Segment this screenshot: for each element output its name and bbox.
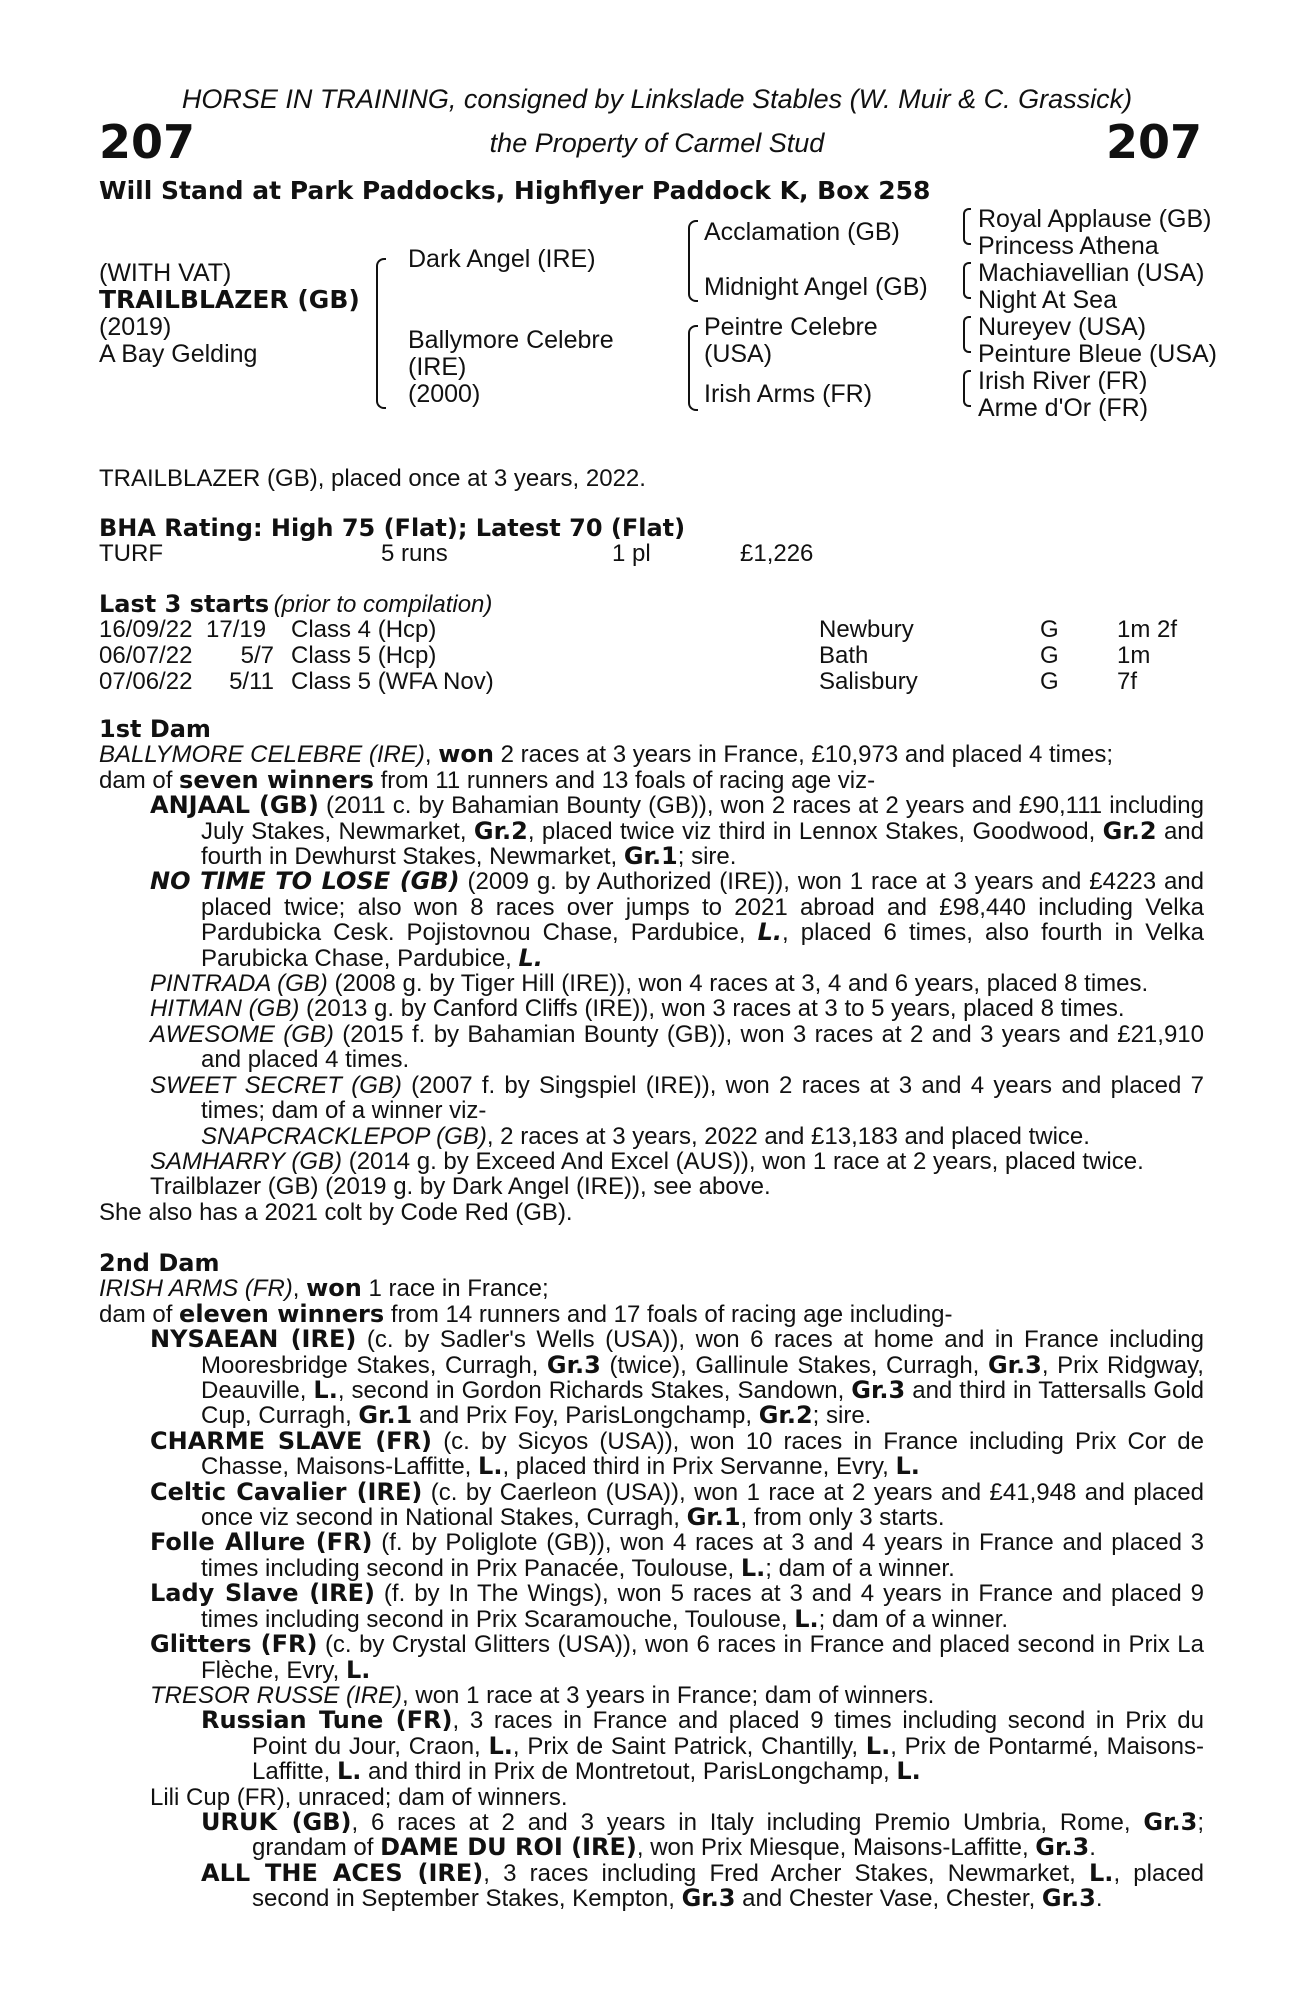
- produce-text: , won Prix Miesque, Maisons-Laffitte,: [636, 1834, 1036, 1862]
- listed-label: L.: [336, 1757, 362, 1786]
- start-date: 07/06/22: [99, 668, 193, 695]
- produce-entry: Trailblazer (GB) (2019 g. by Dark Angel (IRE)), see above.: [150, 1173, 771, 1201]
- pedigree-sds: Machiavellian (USA): [978, 259, 1205, 287]
- horse-year: (2019): [99, 313, 172, 341]
- start-position: 5/7: [240, 642, 274, 669]
- produce-text: (2008 g. by Tiger Hill (IRE)), won 4 races at 3, 4 and 6 years, placed 8 times.: [327, 970, 1149, 998]
- grade-label: Gr.3: [681, 1884, 736, 1913]
- start-course: Bath: [819, 642, 869, 669]
- produce-entry: [150, 1426, 1204, 1481]
- pedigree-sss: Royal Applause (GB): [978, 205, 1212, 233]
- first-dam-note: She also has a 2021 colt by Code Red (GB).: [99, 1198, 573, 1226]
- listed-label: L.: [1089, 1858, 1114, 1887]
- winners-count: eleven winners: [179, 1299, 385, 1328]
- produce-text: (c. by Sicyos (USA)), won 10 races in France including Prix Cor de Chasse, Maisons-Laffitte,: [201, 1427, 1204, 1481]
- pedigree-dam-line1: Ballymore Celebre: [408, 326, 614, 354]
- produce-text: , placed second in September Stakes, Kempton,: [252, 1859, 1205, 1913]
- dam-of-rest: from 11 runners and 13 foals of racing age viz-: [373, 766, 876, 794]
- pedigree-dsd: Peinture Bleue (USA): [978, 340, 1218, 368]
- produce-name: PINTRADA (GB): [150, 970, 328, 998]
- start-position: 5/11: [229, 668, 274, 695]
- grade-label: Gr.2: [473, 816, 528, 845]
- grade-label: Gr.3: [1143, 1807, 1198, 1836]
- produce-text: (f. by In The Wings), won 5 races at 3 and 4 years in France and placed 9 times including second in Prix Scaramouche, Toulouse,: [201, 1580, 1204, 1633]
- last-starts-heading: Last 3 starts: [99, 590, 270, 618]
- pedigree-brace-sire: [688, 220, 698, 302]
- pedigree-dam-sire-line2: (USA): [704, 340, 773, 368]
- second-dam-intro: IRISH ARMS (FR), won 1 race in France;: [99, 1274, 549, 1303]
- listed-label: L.: [865, 1731, 891, 1760]
- pedigree-brace-3c: [963, 316, 971, 353]
- start-class: Class 5 (WFA Nov): [291, 668, 494, 695]
- grade-label: Gr.3: [851, 1376, 906, 1405]
- pedigree-sdd: Night At Sea: [978, 286, 1117, 314]
- produce-text: ; dam of a winner.: [818, 1605, 1009, 1633]
- produce-text: , Prix Ridgway, Deauville,: [201, 1351, 1204, 1405]
- produce-entry: [150, 1073, 1204, 1124]
- produce-entry: [150, 1022, 1204, 1073]
- produce-text: .: [1089, 1834, 1096, 1862]
- listed-label: L.: [740, 1553, 766, 1582]
- second-dam-intro-text: 1 race in France;: [361, 1275, 549, 1303]
- grandproduce-entry: [201, 1124, 1204, 1149]
- second-dam-name: IRISH ARMS (FR): [99, 1275, 293, 1303]
- produce-name: Celtic Cavalier (IRE): [150, 1477, 423, 1506]
- grade-label: Gr.3: [546, 1350, 601, 1379]
- produce-entry: [150, 1477, 1205, 1532]
- produce-text: , 6 races at 2 and 3 years in Italy including Premio Umbria, Rome,: [351, 1808, 1144, 1836]
- produce-text: (c. by Sadler's Wells (USA)), won 6 races at home and in France including Mooresbridge Stakes, Curragh,: [201, 1326, 1204, 1379]
- start-date: 16/09/22: [99, 616, 193, 643]
- grade-label: Gr.3: [1041, 1884, 1096, 1913]
- vat-note: (WITH VAT): [99, 259, 232, 287]
- produce-name: CHARME SLAVE (FR): [150, 1426, 433, 1455]
- produce-text: (2011 c. by Bahamian Bounty (GB)), won 2 races at 2 years and £90,111 including July Stakes, Newmarket,: [201, 792, 1204, 845]
- produce-text: , Prix de Pontarmé, Maisons-Laffitte,: [252, 1732, 1204, 1786]
- produce-name: DAME DU ROI (IRE): [380, 1833, 637, 1862]
- produce-name: NYSAEAN (IRE): [150, 1325, 357, 1354]
- produce-text: ; sire.: [677, 843, 737, 871]
- pedigree-dam-dam: Irish Arms (FR): [704, 380, 873, 408]
- produce-name: SNAPCRACKLEPOP (GB): [201, 1122, 487, 1150]
- horse-description: A Bay Gelding: [99, 340, 258, 368]
- listed-label: L.: [518, 943, 543, 972]
- start-course: Newbury: [819, 616, 914, 643]
- won-label: won: [306, 1274, 362, 1303]
- listed-label: L.: [488, 1731, 513, 1760]
- produce-name: SWEET SECRET (GB): [150, 1071, 402, 1099]
- produce-name: ANJAAL (GB): [150, 791, 319, 820]
- produce-text: (2007 f. by Singspiel (IRE)), won 2 races at 3 and 4 years and placed 7 times; dam of a winner viz-: [201, 1071, 1204, 1125]
- produce-entry: [150, 1683, 1204, 1708]
- first-dam-name: BALLYMORE CELEBRE (IRE): [99, 741, 425, 769]
- first-dam-heading: 1st Dam: [99, 715, 211, 743]
- second-dam-produce: [99, 1299, 1204, 1328]
- produce-name: ALL THE ACES (IRE): [201, 1858, 484, 1887]
- dam-of-text: dam of: [99, 766, 180, 794]
- property-line: the Property of Carmel Stud: [489, 128, 825, 158]
- horse-name: TRAILBLAZER (GB): [99, 285, 360, 314]
- last-starts-title: [99, 590, 492, 619]
- first-dam-section: [99, 717, 1204, 1225]
- produce-text: , 3 races in France and placed 9 times including second in Prix du Point du Jour, Craon,: [252, 1707, 1204, 1760]
- bha-rating-heading: BHA Rating: High 75 (Flat); Latest 70 (Flat): [99, 514, 686, 542]
- grade-label: Gr.1: [358, 1401, 413, 1430]
- start-class: Class 4 (Hcp): [291, 616, 437, 643]
- produce-text: , Prix de Saint Patrick, Chantilly,: [512, 1732, 866, 1760]
- grandproduce-entry: [201, 1807, 1204, 1862]
- produce-text: and Prix Foy, ParisLongchamp,: [412, 1402, 759, 1430]
- pedigree-dam-line3: (2000): [408, 380, 481, 408]
- produce-text: and third in Tattersalls Gold Cup, Curragh,: [201, 1377, 1205, 1430]
- pedigree-ssd: Princess Athena: [978, 232, 1159, 260]
- grandproduce-entry: [201, 1858, 1205, 1913]
- produce-entry: Lili Cup (FR), unraced; dam of winners.: [150, 1783, 568, 1811]
- listed-label: L.: [478, 1452, 503, 1481]
- start-going: G: [1040, 668, 1059, 695]
- lot-number-right: 207: [1105, 115, 1202, 169]
- stand-location: Will Stand at Park Paddocks, Highflyer Paddock K, Box 258: [99, 176, 931, 205]
- racing-summary: TRAILBLAZER (GB), placed once at 3 years, 2022.: [99, 465, 646, 492]
- listed-label: L.: [895, 1452, 920, 1481]
- start-date: 06/07/22: [99, 642, 193, 669]
- produce-text: and Chester Vase, Chester,: [735, 1885, 1042, 1913]
- produce-entry: [150, 1632, 1204, 1683]
- dam-of-text: dam of: [99, 1300, 180, 1328]
- produce-name: SAMHARRY (GB): [150, 1147, 343, 1175]
- pedigree-dam-line2: (IRE): [408, 353, 467, 381]
- produce-name: HITMAN (GB): [150, 995, 300, 1023]
- pedigree-ddd: Arme d'Or (FR): [978, 394, 1149, 422]
- listed-label: L.: [345, 1655, 371, 1684]
- grade-label: Gr.2: [1102, 816, 1157, 845]
- produce-name: NO TIME TO LOSE (GB): [150, 867, 460, 896]
- produce-entry: [150, 1530, 1204, 1581]
- lot-number-left: 207: [99, 115, 196, 169]
- pedigree-sire-sire: Acclamation (GB): [704, 218, 900, 246]
- produce-text: (2015 f. by Bahamian Bounty (GB)), won 3 races at 2 and 3 years and £21,910 and placed 4 times.: [201, 1020, 1204, 1074]
- first-dam-intro: BALLYMORE CELEBRE (IRE), won 2 races at 3 years in France, £10,973 and placed 4 times;: [99, 740, 1114, 769]
- start-position: 17/19: [206, 616, 267, 643]
- pedigree-brace-3b: [963, 262, 971, 299]
- produce-text: , 2 races at 3 years, 2022 and £13,183 and placed twice.: [486, 1122, 1090, 1150]
- grade-label: Gr.3: [1035, 1833, 1090, 1862]
- produce-name: Glitters (FR): [150, 1630, 318, 1659]
- produce-text: , 3 races including Fred Archer Stakes, Newmarket,: [483, 1859, 1090, 1887]
- produce-text: , second in Gordon Richards Stakes, Sandown,: [337, 1377, 852, 1405]
- produce-entry: [150, 869, 1204, 971]
- listed-label: L.: [794, 1604, 819, 1633]
- second-dam-heading: 2nd Dam: [99, 1249, 220, 1277]
- pedigree-dss: Nureyev (USA): [978, 313, 1147, 341]
- produce-text: ; grandam of: [252, 1808, 1204, 1862]
- winners-count: seven winners: [179, 765, 374, 794]
- listed-label: L.: [313, 1376, 338, 1405]
- produce-name: Lady Slave (IRE): [150, 1579, 375, 1608]
- start-class: Class 5 (Hcp): [291, 642, 437, 669]
- produce-text: , placed twice viz third in Lennox Stakes, Goodwood,: [527, 817, 1103, 845]
- rating-runs: 5 runs: [381, 540, 448, 567]
- dam-of-rest: from 14 runners and 17 foals of racing age including-: [384, 1300, 953, 1328]
- produce-text: (2009 g. by Authorized (IRE)), won 1 race at 3 years and £4223 and placed twice; also won 8 races over jumps to 2021 abroad and £98,440 including Velka Pardubicka Cesk. Pojistovnou Chase, Pardubice,: [201, 868, 1204, 947]
- produce-entry: [150, 971, 1204, 996]
- start-going: G: [1040, 616, 1059, 643]
- produce-text: (c. by Caerleon (USA)), won 1 race at 2 years and £41,948 and placed once viz second in National Stakes, Curragh,: [201, 1478, 1205, 1532]
- start-going: G: [1040, 642, 1059, 669]
- produce-text: , from only 3 starts.: [740, 1504, 945, 1532]
- produce-entry: [150, 1149, 1204, 1174]
- listed-label: L.: [757, 918, 783, 947]
- pedigree-dds: Irish River (FR): [978, 367, 1148, 395]
- produce-text: , won 1 race at 3 years in France; dam of winners.: [402, 1681, 935, 1709]
- pedigree-brace-1: [376, 258, 386, 409]
- produce-text: , placed 6 times, also fourth in Velka Parubicka Chase, Pardubice,: [201, 919, 1204, 972]
- grade-label: Gr.2: [758, 1401, 813, 1430]
- pedigree-brace-3a: [963, 208, 971, 245]
- listed-label: L.: [896, 1757, 921, 1786]
- produce-text: (c. by Crystal Glitters (USA)), won 6 races in France and placed second in Prix La Flèche, Evry,: [201, 1631, 1204, 1684]
- produce-text: (twice), Gallinule Stakes, Curragh,: [600, 1351, 988, 1379]
- last-starts-note: (prior to compilation): [273, 591, 493, 618]
- produce-text: .: [1095, 1885, 1103, 1913]
- produce-text: , placed third in Prix Servanne, Evry,: [502, 1453, 896, 1481]
- start-course: Salisbury: [819, 668, 918, 695]
- grade-label: Gr.3: [987, 1350, 1042, 1379]
- won-label: won: [438, 740, 494, 769]
- produce-name: Russian Tune (FR): [201, 1706, 453, 1735]
- produce-text: (f. by Poliglote (GB)), won 4 races at 3 and 4 years in France and placed 3 times including second in Prix Panacée, Toulouse,: [201, 1529, 1205, 1582]
- pedigree-sire-dam: Midnight Angel (GB): [704, 273, 928, 301]
- rating-surface: TURF: [99, 540, 163, 567]
- produce-text: (2014 g. by Exceed And Excel (AUS)), won 1 race at 2 years, placed twice.: [342, 1147, 1144, 1175]
- produce-name: AWESOME (GB): [150, 1020, 334, 1048]
- pedigree-sire: Dark Angel (IRE): [408, 245, 596, 273]
- produce-entry: [150, 793, 1204, 869]
- produce-name: TRESOR RUSSE (IRE): [150, 1681, 403, 1709]
- pedigree-dam-sire-line1: Peintre Celebre: [704, 313, 878, 341]
- produce-name: URUK (GB): [201, 1807, 352, 1836]
- produce-entry: [150, 1327, 1204, 1429]
- pedigree-brace-dam: [688, 325, 698, 411]
- produce-text: and third in Prix de Montretout, ParisLongchamp,: [361, 1758, 897, 1786]
- produce-text: and fourth in Dewhurst Stakes, Newmarket,: [201, 817, 1204, 871]
- grade-label: Gr.1: [686, 1503, 741, 1532]
- rating-placings: 1 pl: [612, 540, 651, 567]
- start-distance: 1m 2f: [1117, 616, 1178, 643]
- pedigree-brace-3d: [963, 370, 971, 407]
- produce-entry: [150, 996, 1204, 1021]
- start-distance: 7f: [1117, 668, 1138, 695]
- start-distance: 1m: [1117, 642, 1151, 669]
- produce-name: Folle Allure (FR): [150, 1528, 373, 1557]
- second-dam-section: [99, 1251, 1204, 1912]
- produce-text: ; dam of a winner.: [765, 1554, 955, 1582]
- first-dam-intro-text: 2 races at 3 years in France, £10,973 and placed 4 times;: [493, 741, 1114, 769]
- consignment-line: HORSE IN TRAINING, consigned by Linkslade Stables (W. Muir & C. Grassick): [181, 84, 1133, 114]
- grandproduce-entry: [201, 1708, 1204, 1784]
- produce-text: (2013 g. by Canford Cliffs (IRE)), won 3 races at 3 to 5 years, placed 8 times.: [299, 995, 1125, 1023]
- produce-entry: [150, 1581, 1204, 1632]
- first-dam-produce: [99, 765, 1204, 794]
- produce-text: ; sire.: [812, 1402, 872, 1430]
- rating-earnings: £1,226: [740, 540, 814, 567]
- grade-label: Gr.1: [623, 842, 678, 871]
